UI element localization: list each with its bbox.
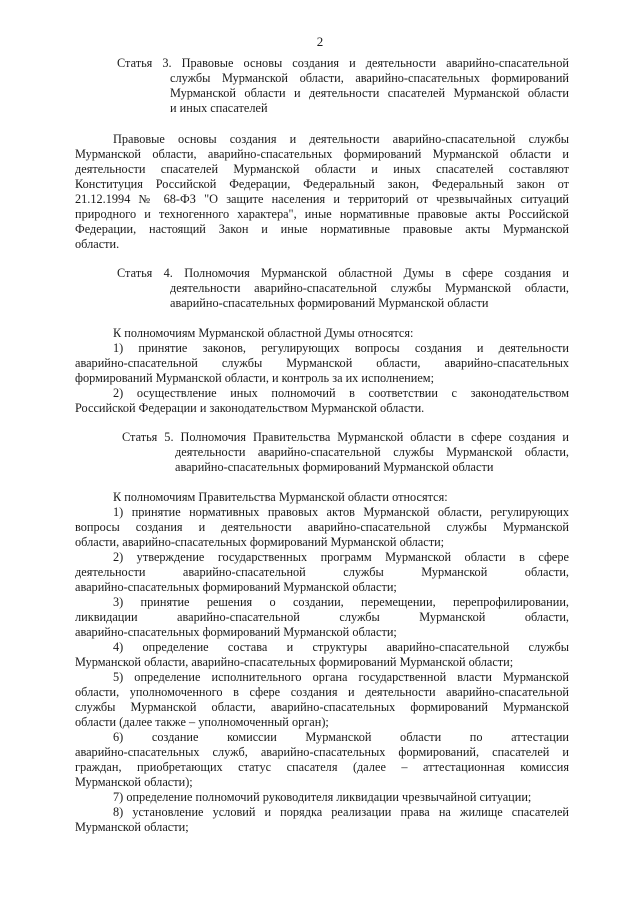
article5-body-line: области (далее также – уполномоченный орган); [75, 715, 329, 729]
article3-body-line: Правовые основы создания и деятельности аварийно-спасательной службы [113, 132, 569, 146]
article3-body-line: Федерации, настоящий Закон и иные нормативные правовые акты Мурманской [75, 222, 569, 236]
article5-heading-line: аварийно-спасательных формирований Мурманской области [175, 460, 494, 474]
article4-body-line: 1) принятие законов, регулирующих вопросы создания и деятельности [113, 341, 569, 355]
article5-body-line: К полномочиям Правительства Мурманской области относятся: [113, 490, 448, 504]
article4-body-line: К полномочиям Мурманской областной Думы относятся: [113, 326, 414, 340]
article5-body-line: Мурманской области); [75, 775, 193, 789]
article5-heading-line: деятельности аварийно-спасательной службы Мурманской области, [175, 445, 569, 459]
article5-body-line: аварийно-спасательных формирований Мурманской области; [75, 625, 397, 639]
article5-body-line: 2) утверждение государственных программ Мурманской области в сфере [113, 550, 569, 564]
article5-body-line: 5) определение исполнительного органа государственной власти Мурманской [113, 670, 569, 684]
article4-heading-line: аварийно-спасательных формирований Мурманской области [170, 296, 489, 310]
article3-heading-line: Статья 3. Правовые основы создания и деятельности аварийно-спасательной [117, 56, 569, 70]
article3-body-line: Конституция Российской Федерации, Федеральный закон, Федеральный закон от [75, 177, 569, 191]
article5-body-line: Мурманской области, аварийно-спасательных формирований Мурманской области; [75, 655, 514, 669]
article5-body-line: 1) принятие нормативных правовых актов Мурманской области, регулирующих [113, 505, 569, 519]
article5-body-line: службы Мурманской области, аварийно-спасательных формирований Мурманской [75, 700, 569, 714]
article4-body [75, 326, 569, 416]
article3-body-line: природного и техногенного характера", иные нормативные правовые акты Российской [75, 207, 569, 221]
article5-heading-line: Статья 5. Полномочия Правительства Мурманской области в сфере создания и [122, 430, 569, 444]
article5-body-line: 8) установление условий и порядка реализации права на жилище спасателей [113, 805, 569, 819]
page-number: 2 [316, 34, 324, 49]
article5-body-line: области, уполномоченного в сфере создания и деятельности аварийно-спасательной [75, 685, 569, 699]
article5-body-line: 3) принятие решения о создании, перемещении, перепрофилировании, [113, 595, 569, 609]
article5-body-line: 4) определение состава и структуры аварийно-спасательной службы [113, 640, 569, 654]
article3-body-line: 21.12.1994 № 68-ФЗ "О защите населения и территорий от чрезвычайных ситуаций [75, 192, 569, 206]
article3-body-line: области. [75, 237, 120, 251]
article4-heading-line: деятельности аварийно-спасательной службы Мурманской области, [170, 281, 569, 295]
article5-body-line: вопросы создания и деятельности аварийно-спасательной службы Мурманской [75, 520, 569, 534]
article5-body-line: 6) создание комиссии Мурманской области по аттестации [113, 730, 569, 744]
article3-heading [117, 56, 569, 116]
article3-heading-line: службы Мурманской области, аварийно-спасательных формирований [170, 71, 569, 85]
article4-heading-line: Статья 4. Полномочия Мурманской областной Думы в сфере создания и [117, 266, 569, 280]
article5-body-line: аварийно-спасательных формирований Мурманской области; [75, 580, 397, 594]
article3-heading-line: и иных спасателей [170, 101, 268, 115]
article5-body-line: области, аварийно-спасательных формирований Мурманской области; [75, 535, 445, 549]
article3-body-line: Мурманской области, аварийно-спасательных формирований Мурманской области и [75, 147, 569, 161]
article4-body-line: Российской Федерации и законодательством Мурманской области. [75, 401, 425, 415]
article5-heading [122, 430, 569, 475]
article5-body-line: аварийно-спасательных служб, аварийно-спасательных формирований, спасателей и [75, 745, 569, 759]
article4-body-line: 2) осуществление иных полномочий в соответствии с законодательством [113, 386, 569, 400]
article3-heading-line: Мурманской области и деятельности спасателей Мурманской области [170, 86, 569, 100]
article5-body-line: граждан, приобретающих статус спасателя (далее – аттестационная комиссия [75, 760, 569, 774]
article5-body-line: Мурманской области; [75, 820, 189, 834]
article3-body [75, 132, 569, 252]
article4-body-line: формирований Мурманской области, и контроль за их исполнением; [75, 371, 434, 385]
article3-body-line: деятельности спасателей Мурманской области и иных спасателей составляют [75, 162, 569, 176]
article5-body-line: деятельности аварийно-спасательной службы Мурманской области, [75, 565, 569, 579]
article5-body-line: ликвидации аварийно-спасательной службы Мурманской области, [75, 610, 569, 624]
article5-body [75, 490, 569, 835]
article4-heading [117, 266, 569, 311]
article5-body-line: 7) определение полномочий руководителя ликвидации чрезвычайной ситуации; [113, 790, 532, 804]
article4-body-line: аварийно-спасательной службы Мурманской области, аварийно-спасательных [75, 356, 569, 370]
